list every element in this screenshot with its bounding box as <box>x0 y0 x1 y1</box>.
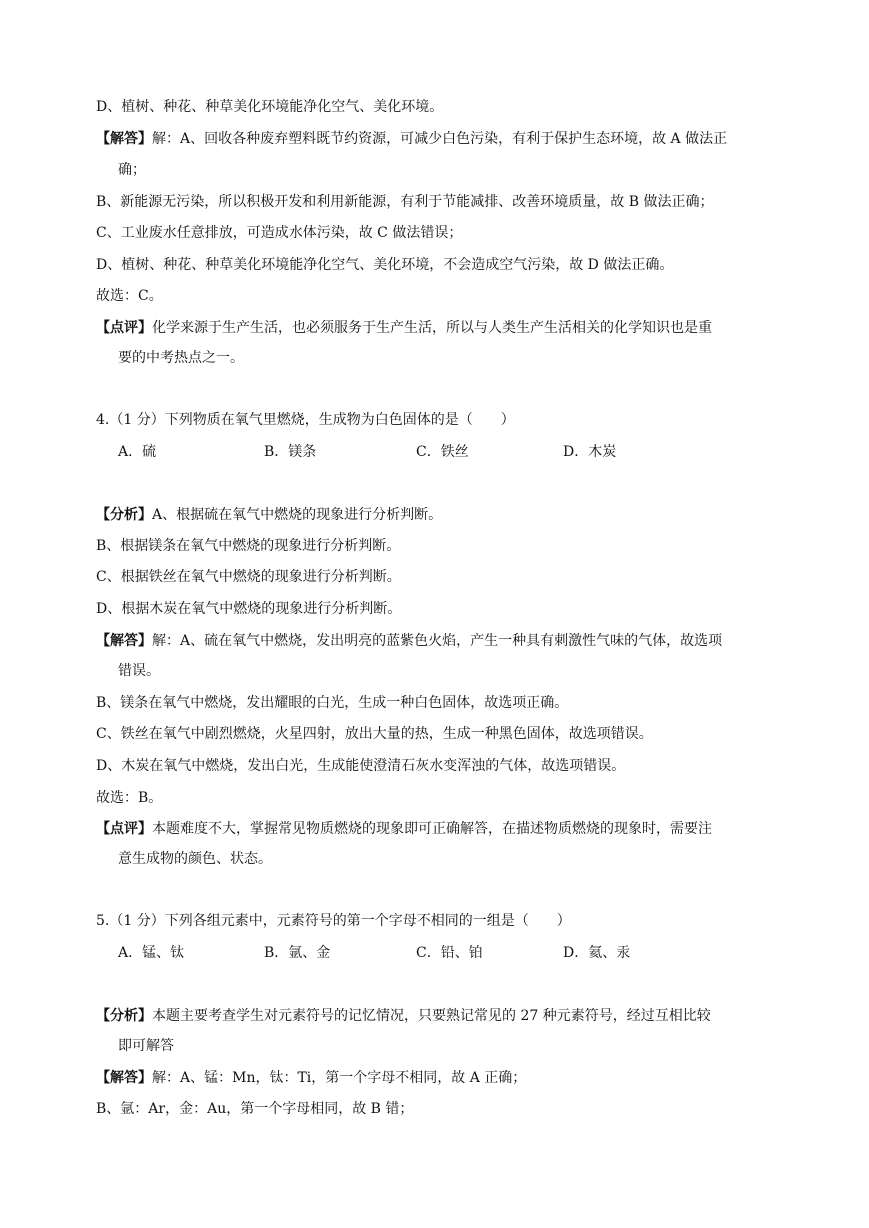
q4-answer-b: B、镁条在氧气中燃烧，发出耀眼的白光，生成一种白色固体，故选项正确。 <box>96 695 569 711</box>
q4-comment <box>96 819 712 839</box>
answer-tag: 【解答】 <box>96 1070 152 1086</box>
answer-text: 解：A、硫在氧气中燃烧，发出明亮的蓝紫色火焰，产生一种具有刺激性气味的气体，故选项 <box>152 633 723 649</box>
q3-comment <box>96 318 712 338</box>
q5-stem: 5.（1 分）下列各组元素中，元素符号的第一个字母不相同的一组是（ ） <box>96 913 571 929</box>
analysis-text: 本题主要考查学生对元素符号的记忆情况，只要熟记常见的 27 种元素符号，经过互相比较 <box>152 1008 711 1024</box>
comment-tag: 【点评】 <box>96 320 152 336</box>
q4-analysis <box>96 505 442 525</box>
q4-comment-cont: 意生成物的颜色、状态。 <box>118 851 272 867</box>
q5-option-c: C．铅、铂 <box>416 945 483 961</box>
q3-option-d: D、植树、种花、种草美化环境能净化空气、美化环境。 <box>96 99 444 115</box>
q4-answer-cont: 错误。 <box>118 663 160 679</box>
q5-answer <box>96 1068 526 1088</box>
q4-analysis-d: D、根据木炭在氧气中燃烧的现象进行分析判断。 <box>96 601 402 617</box>
q4-option-b: B．镁条 <box>264 444 317 460</box>
q4-choice: 故选：B。 <box>96 790 163 806</box>
q4-option-c: C．铁丝 <box>416 444 469 460</box>
q4-option-a: A．硫 <box>118 444 157 460</box>
analysis-tag: 【分析】 <box>96 1008 152 1024</box>
comment-tag: 【点评】 <box>96 821 152 837</box>
answer-tag: 【解答】 <box>96 131 152 147</box>
q5-analysis <box>96 1006 711 1026</box>
analysis-tag: 【分析】 <box>96 507 152 523</box>
q3-comment-cont: 要的中考热点之一。 <box>118 350 244 366</box>
q4-analysis-b: B、根据镁条在氧气中燃烧的现象进行分析判断。 <box>96 538 401 554</box>
answer-text: 解：A、锰：Mn，钛：Ti，第一个字母不相同，故 A 正确； <box>152 1070 527 1086</box>
q4-answer-c: C、铁丝在氧气中剧烈燃烧，火星四射，放出大量的热，生成一种黑色固体，故选项错误。 <box>96 726 653 742</box>
q4-answer <box>96 631 722 651</box>
q3-answer-b: B、新能源无污染，所以积极开发和利用新能源，有利于节能减排、改善环境质量，故 B 做法正确； <box>96 194 714 210</box>
q3-answer-c: C、工业废水任意排放，可造成水体污染，故 C 做法错误； <box>96 225 463 241</box>
comment-text: 化学来源于生产生活，也必须服务于生产生活，所以与人类生产生活相关的化学知识也是重 <box>152 320 712 336</box>
q3-answer <box>96 129 727 149</box>
q4-stem: 4.（1 分）下列物质在氧气里燃烧，生成物为白色固体的是（ ） <box>96 412 515 428</box>
comment-text: 本题难度不大，掌握常见物质燃烧的现象即可正确解答，在描述物质燃烧的现象时，需要注 <box>152 821 712 837</box>
q5-option-d: D．氦、汞 <box>563 945 631 961</box>
q4-analysis-c: C、根据铁丝在氧气中燃烧的现象进行分析判断。 <box>96 569 401 585</box>
q5-answer-b: B、氩：Ar，金：Au，第一个字母相同，故 B 错； <box>96 1101 414 1117</box>
q4-answer-d: D、木炭在氧气中燃烧，发出白光，生成能使澄清石灰水变浑浊的气体，故选项错误。 <box>96 758 626 774</box>
q3-choice: 故选：C。 <box>96 288 163 304</box>
q5-option-a: A．锰、钛 <box>118 945 185 961</box>
q5-option-b: B．氩、金 <box>264 945 331 961</box>
q3-answer-cont: 确； <box>118 162 146 178</box>
q5-analysis-cont: 即可解答 <box>118 1038 174 1054</box>
q4-option-d: D．木炭 <box>563 444 617 460</box>
analysis-text: A、根据硫在氧气中燃烧的现象进行分析判断。 <box>152 507 443 523</box>
q3-answer-d: D、植树、种花、种草美化环境能净化空气、美化环境，不会造成空气污染，故 D 做法正确。 <box>96 257 674 273</box>
answer-tag: 【解答】 <box>96 633 152 649</box>
answer-text: 解：A、回收各种废弃塑料既节约资源，可减少白色污染，有利于保护生态环境，故 A 做法正 <box>152 131 728 147</box>
